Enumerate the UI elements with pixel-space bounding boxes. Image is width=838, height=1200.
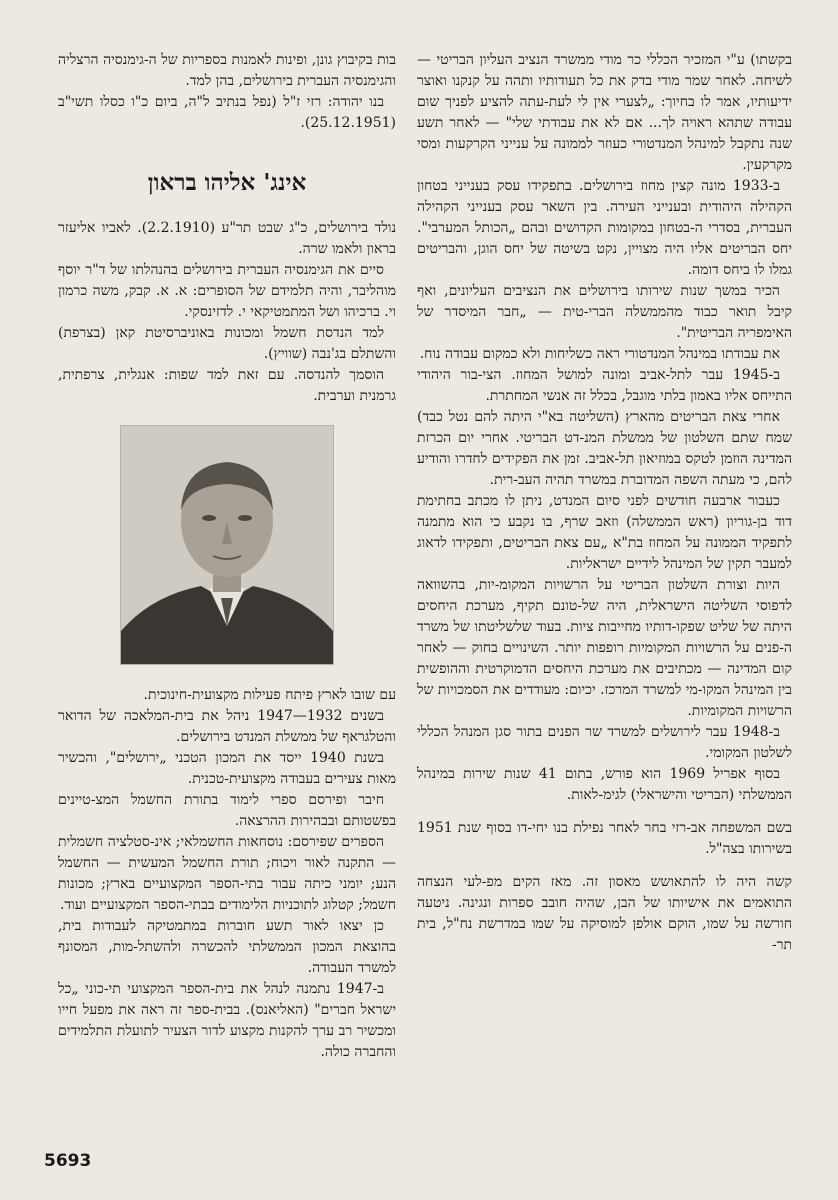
paragraph: בשם המשפחה אב-רזי בחר לאחר נפילת בנו יחי-דו בסוף שנת 1951 בשירותו בצה"ל.	[417, 820, 792, 857]
right-column	[417, 50, 792, 956]
page-number: 5693	[44, 1151, 92, 1171]
paragraph: כן יצאו לאור תשע חוברות במתמטיקה לעבודות בית, בהוצאת המכון הממשלתי להכשרה ולהשתל-מות, המסונף למשרד העבודה.	[58, 918, 396, 976]
paragraph: כעבור ארבעה חודשים לפני סיום המנדט, ניתן לו מכתב בחתימת דוד בן-גוריון (ראש הממשלה) וזאב שרף, בו נקבע כי הוא מתמנה לתפקיד הממונה על המחוז בת"א „עם צאת הבריטים, ותפקידו לדאוג למעבר תקין של המינהל לידיים ישראליות.	[417, 493, 792, 572]
paragraph: סיים את הגימנסיה העברית בירושלים בהנהלתו של ד"ר יוסף מוהליבר, והיה תלמידם של הסופרים: א. א. קבק, משה כרמון וי. ברכיהו ושל המתמטיקאי י. לדזינסקי.	[58, 262, 396, 320]
paragraph: חיבר ופירסם ספרי לימוד בתורת החשמל המצ-טיינים בפשטותם ובבהירות ההרצאה.	[58, 792, 396, 829]
paragraph: למד הנדסת חשמל ומכונות באוניברסיטת קאן (בצרפת) והשתלם בג'נבה (שוויץ).	[58, 325, 396, 362]
paragraph: עם שובו לארץ פיתח פעילות מקצועית-חינוכית.	[143, 687, 396, 703]
paragraph: ב-1933 מונה קצין מחוז בירושלים. בתפקידו עסק בענייני בטחון הקהילה היהודית ובענייני העירה. בין השאר עסק בענייני הקהילה העברית, בסדרי ה-בטחון במקומות הקדושים ובהם „הכותל המערבי". יחס הבריטים אליו היה מצויין, נקט בשיטה של יחס הוגן, והבריטים גמלו לו ביחס דומה.	[417, 178, 792, 278]
paragraph: ב-1945 עבר לתל-אביב ומונה למושל המחוז. הצי-בור היהודי התייחס אליו באמון בלתי מוגבל, בכלל זה אנשי המחתרת.	[417, 367, 792, 404]
paragraph: ב-1947 נתמנה לנהל את בית-הספר המקצועי תי-כוני „כל ישראל חברים" (האליאנס). בבית-ספר זה ראה את מפעל חייו ומכשיר רב ערך להקנות מקצוע לדור הצעיר לתועלת התלמידים והחברה כולה.	[58, 981, 396, 1060]
portrait-icon	[121, 426, 333, 664]
paragraph: בקשתו) ע"י המזכיר הכללי כר מודי ממשרד הנציב העליון הבריטי — לשיחה. לאחר שמר מודי בדק את כל תעודותיו ותהה על קנקנו ואוצר ידיעותיו, אמר לו בחיוך: „לצערי אין לי לעת-עתה להציע לפניך שום עבודה שתהא ראויה לך... אם לא את עבודתי שלי" — לאחר תשע שנה נתקבל למינהל המנדטורי כעוזר לממונה על ענייני הקרקעות ומסי מקרקעין.	[417, 52, 792, 173]
paragraph: בשנת 1940 ייסד את המכון הטכני „ירושלים", והכשיר מאות צעירים בעבודה מקצועית-טכנית.	[58, 750, 396, 787]
paragraph: את עבודתו במינהל המנדטורי ראה כשליחות ולא כמקום עבודה נוח.	[419, 346, 780, 362]
paragraph: בסוף אפריל 1969 הוא פורש, בתום 41 שנות שירות במינהל הממשלתי (הבריטי והישראלי) לגימ-לאות.	[417, 766, 792, 803]
paragraph: נולד בירושלים, כ"ג שבט תר"ע (2.2.1910). לאביו אליעזר בראון ולאמו שרה.	[58, 220, 396, 257]
left-column	[58, 50, 396, 1063]
paragraph: הכיר במשך שנות שירותו בירושלים את הנציבים העליונים, ואף קיבל תואר כבוד מהממשלה הברי-טית — „חבר המיסדר של האימפריה הבריטית".	[417, 283, 792, 341]
paragraph: בשנים 1932—1947 ניהל את בית-המלאכה של הדואר והטלגראף של ממשלת המנדט בירושלים.	[58, 708, 396, 745]
paragraph: קשה היה לו להתאושש מאסון זה. מאז הקים מפ-לעי הנצחה התואמים את אישיותו של הבן, שהיה חובב ספרות ונגינה. ניטעה חורשה על שמו, הוקם אולפן למוסיקה על שמו במדרשת נח"ל, בית תר-	[417, 874, 792, 953]
paragraph: בות בקיבוץ גונן, ופינות לאמנות בספריות של ה-גימנסיה הרצליה והגימנסיה העברית בירושלים, בהן למד.	[58, 52, 396, 89]
portrait-photo	[120, 425, 334, 665]
paragraph: היות וצורת השלטון הבריטי על הרשויות המקומ-יות, בהשוואה לדפוסי השליטה הישראלית, היה של-טונם תקיף, מערכת היחסים היתה של שליט שפקו-דותיו מחייבות ציות. בעוד שלשליטתו של משרד ה-פנים על הרשויות המקומיות רופפות יותר. השינויים בחוק — לאחר קום המדינה — מכתיבים את מערכת היחסים הדמוקרטית וההופשית בין המינהל המקו-מי למשרד המרכז. יכיום: מעודדים את הסמכויות של הרשויות המקומיות.	[417, 577, 792, 719]
paragraph: אחרי צאת הבריטים מהארץ (השליטה בא"י היתה להם נטל כבד) שמח שתם השלטון של ממשלת המנ-דט הבריטי. אחרי יום הכרזת המדינה הוזמן לטקס במוזיאון תל-אביב. זמן את הפקידים לחדרו והודיע להם, כי מעתה השפה המדוברת במשרד תהיה העב-רית.	[417, 409, 792, 488]
paragraph: הוסמך להנדסה. עם זאת למד שפות: אנגלית, צרפתית, גרמנית וערבית.	[58, 367, 396, 404]
obituary-title: אינג' אליהו בראון	[147, 169, 307, 196]
paragraph: ב-1948 עבר לירושלים למשרד שר הפנים בתור סגן המנהל הכללי לשלטון המקומי.	[417, 724, 792, 761]
paragraph: הספרים שפירסם: נוסחאות החשמלאי; אינ-סטלציה חשמלית — התקנה לאור ויכוח; תורת החשמל המעשית — החשמל הנע; יומני כיתה עבור בתי-הספר המקצועיים בארץ; מכונות חשמל; קטלוג לתוכניות הלימודים בבתי-הספר המקצועיים ועוד.	[58, 834, 396, 913]
paragraph: בנו יהודה: רזי ז"ל (נפל בנתיב ל"ה, ביום כ"ו כסלו תשי"ב (25.12.1951).	[58, 94, 396, 131]
